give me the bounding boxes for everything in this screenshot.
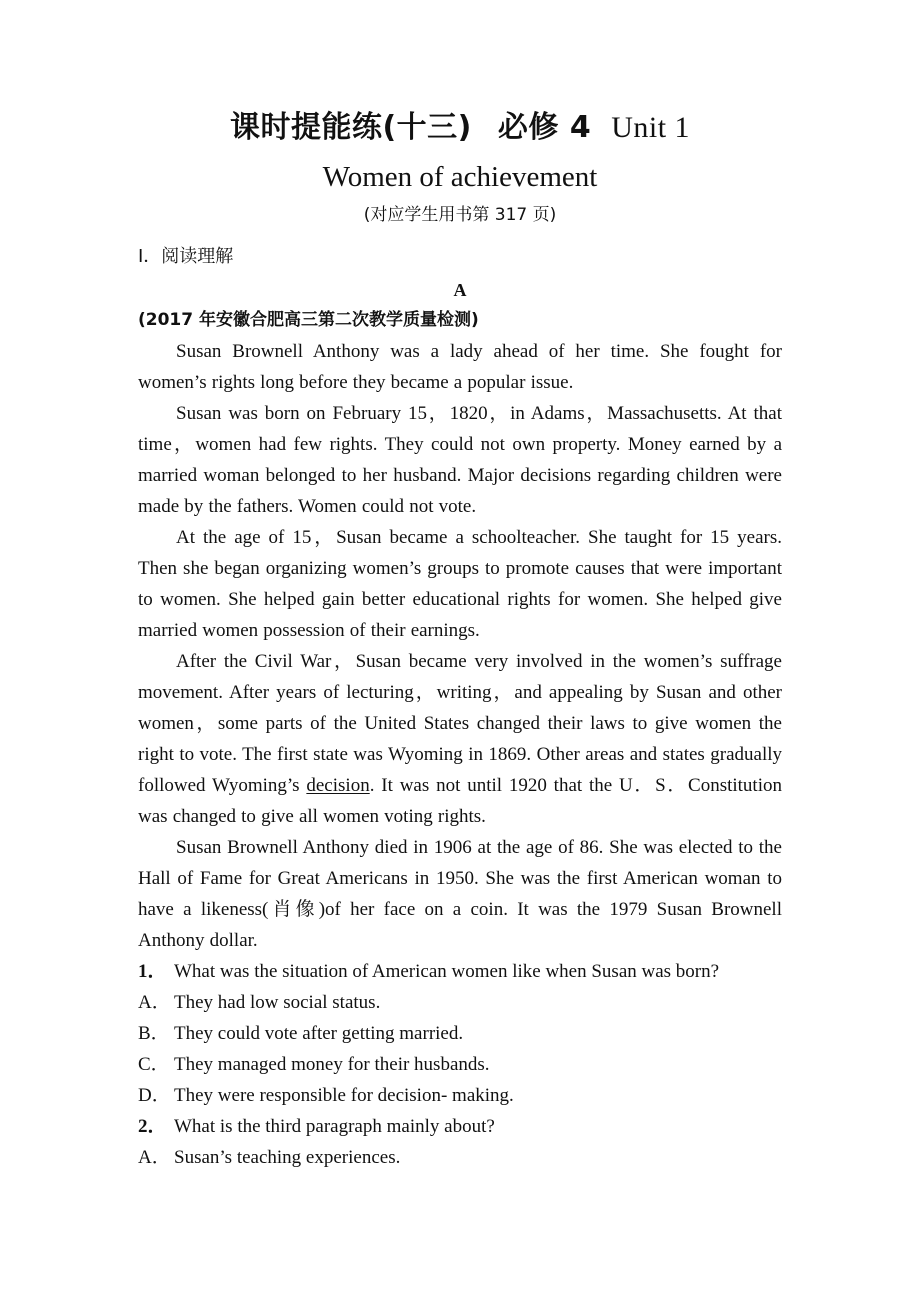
option-text: They managed money for their husbands. — [174, 1054, 490, 1075]
passage-paragraph-4 — [138, 646, 782, 832]
question-list — [138, 956, 782, 1173]
book-label: 必修 4 — [497, 110, 592, 145]
option-text: Susan’s teaching experiences. — [174, 1147, 401, 1168]
exercise-label: 课时提能练(十三) — [229, 110, 472, 145]
passage-paragraph-3: At the age of 15，Susan became a schoolteacher. She taught for 15 years. Then she began organizing women’s groups to promote causes that were important to women. She helped gain better educational rights for women. She helped give married women possession of their earnings. — [138, 527, 782, 641]
option-text: They were responsible for decision- making. — [174, 1085, 514, 1106]
text-column — [138, 0, 782, 1173]
question-1-option-a[interactable] — [138, 987, 782, 1018]
page-title — [138, 0, 782, 148]
question-2 — [138, 1111, 782, 1142]
underlined-word-decision: decision — [306, 775, 370, 796]
question-2-option-a[interactable] — [138, 1142, 782, 1173]
option-marker: C． — [138, 1054, 170, 1075]
question-1 — [138, 956, 782, 987]
question-text: What was the situation of American women like when Susan was born? — [174, 961, 720, 982]
passage-paragraph-2: Susan was born on February 15，1820，in Adams，Massachusetts. At that time，women had few rights. They could not own property. Money earned by a married woman belonged to her husband. Major decisions regarding children were made by the fathers. Women could not vote. — [138, 403, 782, 517]
paragraph4-after: . It was not until 1920 that the U．S．Constitution was changed to give all women voting rights. — [138, 775, 782, 827]
question-1-option-c[interactable] — [138, 1049, 782, 1080]
unit-title: Women of achievement — [322, 161, 598, 193]
option-text: They had low social status. — [174, 992, 381, 1013]
passage-letter: A — [453, 280, 467, 300]
paragraph4-before: After the Civil War，Susan became very involved in the women’s suffrage movement. After years of lecturing，writing，and appealing by Susan and other women，some parts of the United States changed their laws to give women the right to vote. The first state was Wyoming in 1869. Other areas and states gradually followed Wyoming’s — [138, 651, 782, 796]
question-text: What is the third paragraph mainly about? — [174, 1116, 495, 1137]
passage-paragraph-5: Susan Brownell Anthony died in 1906 at the age of 86. She was elected to the Hall of Fame for Great Americans in 1950. She was the first American woman to have a likeness(肖像)of her face on a coin. It was the 1979 Susan Brownell Anthony dollar. — [138, 837, 782, 951]
question-1-option-b[interactable] — [138, 1018, 782, 1049]
option-marker: D． — [138, 1085, 171, 1106]
question-marker: 1． — [138, 961, 167, 982]
question-1-option-d[interactable] — [138, 1080, 782, 1111]
option-text: They could vote after getting married. — [174, 1023, 464, 1044]
option-marker: A． — [138, 1147, 171, 1168]
source-line: (2017 年安徽合肥高三第二次教学质量检测) — [138, 310, 479, 330]
reference-line: (对应学生用书第 317 页) — [363, 205, 557, 225]
unit-label: Unit 1 — [611, 111, 691, 144]
option-marker: A． — [138, 992, 171, 1013]
question-marker: 2． — [138, 1116, 167, 1137]
part-heading: Ⅰ．阅读理解 — [138, 246, 234, 267]
passage-paragraph-1: Susan Brownell Anthony was a lady ahead of her time. She fought for women’s rights long before they became a popular issue. — [138, 341, 782, 393]
option-marker: B． — [138, 1023, 170, 1044]
